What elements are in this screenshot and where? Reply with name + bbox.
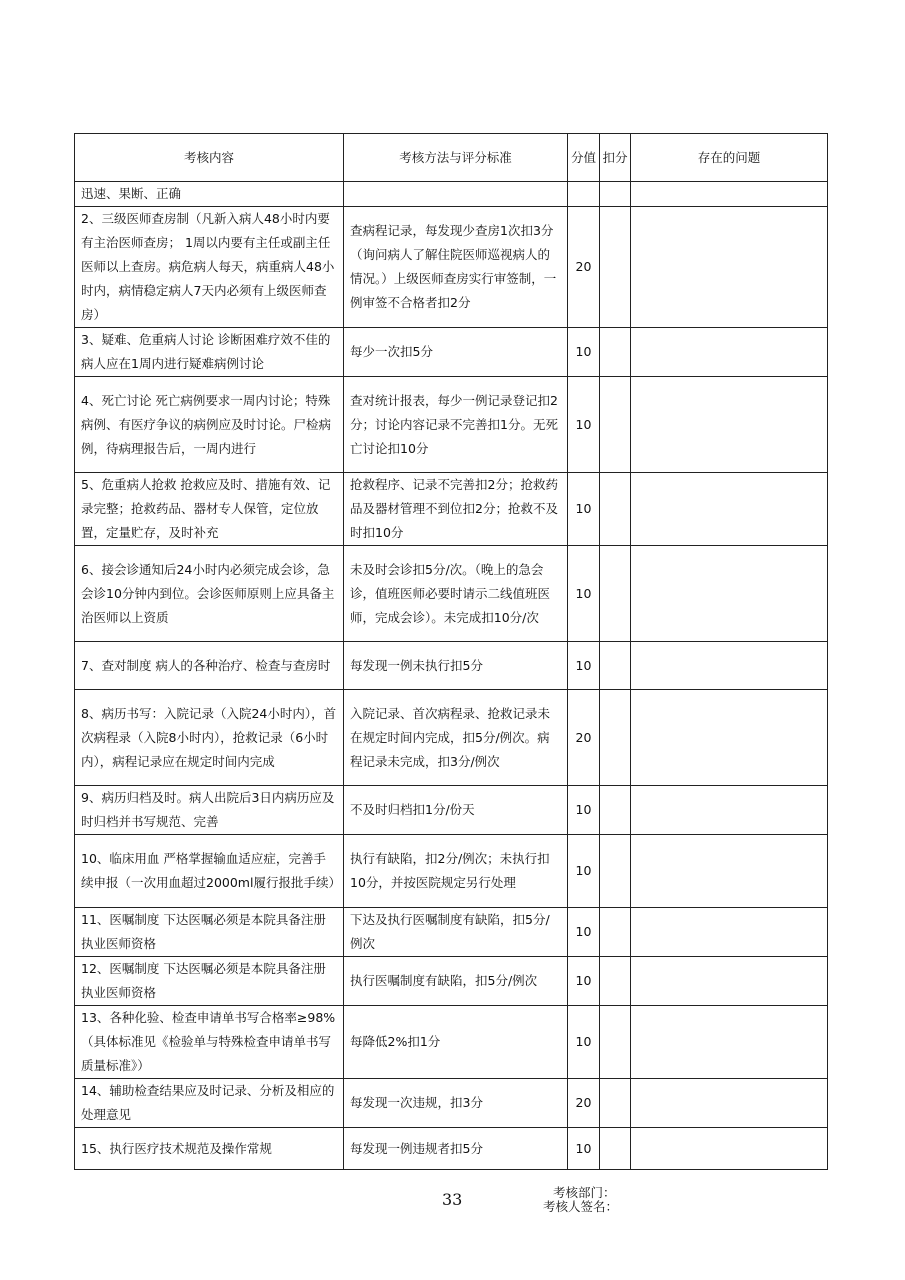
row-score: 10 (568, 328, 600, 377)
row-issues (631, 377, 828, 473)
header-method: 考核方法与评分标准 (344, 134, 568, 182)
row-content: 13、各种化验、检查申请单书写合格率≥98%（具体标准见《检验单与特殊检查申请单书写质量标准》） (75, 1006, 344, 1079)
row-issues (631, 908, 828, 957)
row-method: 下达及执行医嘱制度有缺陷，扣5分/例次 (344, 908, 568, 957)
row-deduct (600, 207, 631, 328)
row-deduct (600, 1006, 631, 1079)
row-method: 每降低2%扣1分 (344, 1006, 568, 1079)
row-issues (631, 546, 828, 642)
row-content: 3、疑难、危重病人讨论 诊断困难疗效不佳的病人应在1周内进行疑难病例讨论 (75, 328, 344, 377)
row-issues (631, 1079, 828, 1128)
row-deduct (600, 328, 631, 377)
header-score: 分值 (568, 134, 600, 182)
row-method: 执行医嘱制度有缺陷，扣5分/例次 (344, 957, 568, 1006)
row-score: 10 (568, 908, 600, 957)
sign-off-block (543, 1186, 618, 1214)
row-method: 入院记录、首次病程录、抢救记录未在规定时间内完成，扣5分/例次。病程记录未完成，扣3分/例次 (344, 690, 568, 786)
row-score: 10 (568, 957, 600, 1006)
signature-label: 考核人签名： (543, 1199, 619, 1214)
row-deduct (600, 473, 631, 546)
row-content: 迅速、果断、正确 (75, 182, 344, 207)
row-issues (631, 182, 828, 207)
row-method: 每发现一例违规者扣5分 (344, 1128, 568, 1170)
row-score: 20 (568, 690, 600, 786)
row-issues (631, 786, 828, 835)
header-deduct: 扣分 (600, 134, 631, 182)
row-score: 10 (568, 546, 600, 642)
row-content: 9、病历归档及时。病人出院后3日内病历应及时归档并书写规范、完善 (75, 786, 344, 835)
row-deduct (600, 377, 631, 473)
row-content: 10、临床用血 严格掌握输血适应症，完善手续申报（一次用血超过2000ml履行报批手续） (75, 835, 344, 908)
row-score: 10 (568, 786, 600, 835)
row-deduct (600, 690, 631, 786)
row-method: 抢救程序、记录不完善扣2分；抢救药品及器材管理不到位扣2分；抢救不及时扣10分 (344, 473, 568, 546)
table-row (75, 642, 828, 690)
row-score: 10 (568, 835, 600, 908)
row-issues (631, 642, 828, 690)
table-row (75, 786, 828, 835)
row-method (344, 182, 568, 207)
row-content: 8、病历书写：入院记录（入院24小时内），首次病程录（入院8小时内），抢救记录（6小时内），病程记录应在规定时间内完成 (75, 690, 344, 786)
row-content: 6、接会诊通知后24小时内必须完成会诊，急会诊10分钟内到位。会诊医师原则上应具备主治医师以上资质 (75, 546, 344, 642)
row-deduct (600, 182, 631, 207)
row-method: 查对统计报表，每少一例记录登记扣2分；讨论内容记录不完善扣1分。无死亡讨论扣10分 (344, 377, 568, 473)
row-issues (631, 835, 828, 908)
row-issues (631, 1006, 828, 1079)
row-content: 2、三级医师查房制（凡新入病人48小时内要有主治医师查房； 1周以内要有主任或副主任医师以上查房。病危病人每天，病重病人48小时内，病情稳定病人7天内必须有上级医师查房） (75, 207, 344, 328)
department-label: 考核部门： (553, 1185, 616, 1200)
row-method: 不及时归档扣1分/份天 (344, 786, 568, 835)
table-row (75, 835, 828, 908)
table-row (75, 1079, 828, 1128)
row-deduct (600, 1128, 631, 1170)
row-content: 14、辅助检查结果应及时记录、分析及相应的处理意见 (75, 1079, 344, 1128)
table-row (75, 690, 828, 786)
row-issues (631, 207, 828, 328)
header-issues: 存在的问题 (631, 134, 828, 182)
row-method: 每发现一例未执行扣5分 (344, 642, 568, 690)
row-deduct (600, 908, 631, 957)
table-row (75, 377, 828, 473)
row-score: 10 (568, 473, 600, 546)
row-score: 10 (568, 1128, 600, 1170)
row-deduct (600, 786, 631, 835)
row-issues (631, 473, 828, 546)
table-row (75, 546, 828, 642)
row-score: 20 (568, 207, 600, 328)
table-row (75, 1128, 828, 1170)
header-content: 考核内容 (75, 134, 344, 182)
row-deduct (600, 835, 631, 908)
row-deduct (600, 546, 631, 642)
row-score: 20 (568, 1079, 600, 1128)
row-content: 12、医嘱制度 下达医嘱必须是本院具备注册执业医师资格 (75, 957, 344, 1006)
table-row (75, 908, 828, 957)
row-issues (631, 328, 828, 377)
row-score: 10 (568, 1006, 600, 1079)
row-issues (631, 690, 828, 786)
row-deduct (600, 957, 631, 1006)
row-content: 5、危重病人抢救 抢救应及时、措施有效、记录完整；抢救药品、器材专人保管，定位放置，定量贮存，及时补充 (75, 473, 344, 546)
row-method: 每发现一次违规，扣3分 (344, 1079, 568, 1128)
row-deduct (600, 642, 631, 690)
table-row (75, 207, 828, 328)
row-issues (631, 957, 828, 1006)
row-method: 未及时会诊扣5分/次。（晚上的急会诊，值班医师必要时请示二线值班医师，完成会诊）。未完成扣10分/次 (344, 546, 568, 642)
row-method: 执行有缺陷，扣2分/例次；未执行扣10分，并按医院规定另行处理 (344, 835, 568, 908)
row-issues (631, 1128, 828, 1170)
row-score: 10 (568, 642, 600, 690)
table-row (75, 1006, 828, 1079)
row-content: 11、医嘱制度 下达医嘱必须是本院具备注册执业医师资格 (75, 908, 344, 957)
header-row (75, 134, 828, 182)
table-row (75, 328, 828, 377)
table-row (75, 473, 828, 546)
assessment-table (74, 133, 828, 1170)
page-number: 33 (442, 1190, 463, 1209)
row-method: 查病程记录，每发现少查房1次扣3分（询问病人了解住院医师巡视病人的情况。）上级医师查房实行审签制，一例审签不合格者扣2分 (344, 207, 568, 328)
row-score (568, 182, 600, 207)
row-content: 15、执行医疗技术规范及操作常规 (75, 1128, 344, 1170)
table-row (75, 182, 828, 207)
row-score: 10 (568, 377, 600, 473)
row-method: 每少一次扣5分 (344, 328, 568, 377)
row-content: 4、死亡讨论 死亡病例要求一周内讨论；特殊病例、有医疗争议的病例应及时讨论。尸检病例，待病理报告后，一周内进行 (75, 377, 344, 473)
row-content: 7、查对制度 病人的各种治疗、检查与查房时 (75, 642, 344, 690)
table-row (75, 957, 828, 1006)
row-deduct (600, 1079, 631, 1128)
